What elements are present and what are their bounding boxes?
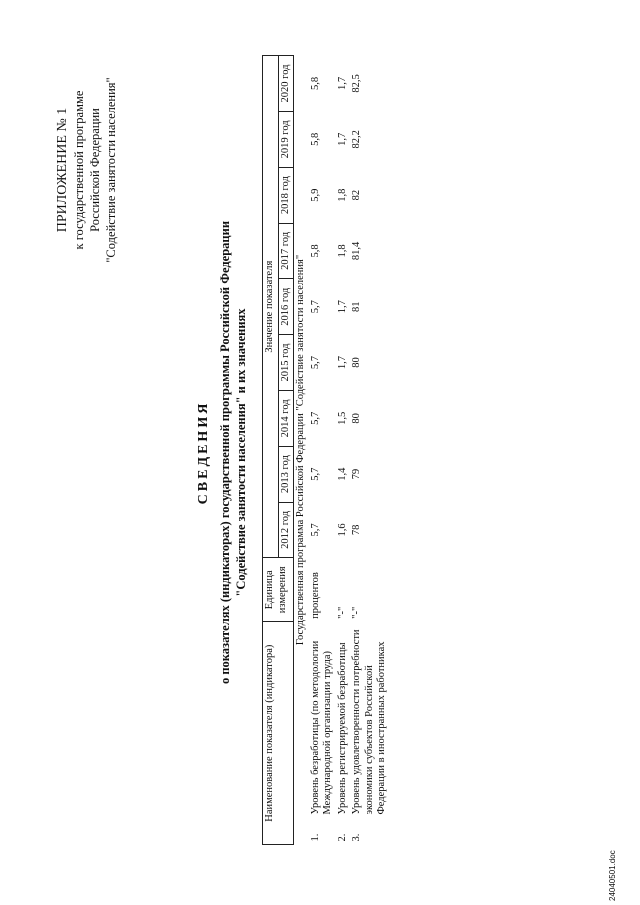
row-number: 1. [309,833,321,842]
indicator-value: 1,7 [336,76,348,91]
table-section-row [294,56,309,845]
appendix-line-1: к государственной программе [72,90,86,250]
header-values-group: Значение показателя [263,56,279,558]
indicator-value: 5,8 [309,132,321,146]
document-file-id: 24040501.doc [608,850,617,901]
indicator-value: 1,7 [336,300,348,314]
indicator-name: Уровень регистрируемой безработицы [336,642,348,815]
indicator-value: 1,7 [336,132,348,146]
indicator-value: 1,6 [336,523,348,537]
header-year: 2019 год [278,111,294,167]
appendix-header [55,55,119,285]
document-title: СВЕДЕНИЯ [196,400,211,505]
appendix-line-3: "Содействие занятости населения" [104,77,118,263]
indicator-value: 5,7 [309,300,321,314]
header-year: 2020 год [278,56,294,112]
indicator-unit: "-" [351,606,362,619]
table-row [336,56,351,845]
indicator-value: 5,7 [309,523,321,537]
table-row [350,56,390,845]
indicator-value: 5,8 [309,76,321,91]
indicators-table [262,55,390,845]
indicator-value: 80 [351,413,362,424]
table-row [309,56,336,845]
header-year: 2015 год [278,335,294,391]
appendix-number: ПРИЛОЖЕНИЕ № 1 [55,107,70,233]
indicator-value: 82,5 [351,74,362,93]
indicator-unit: "-" [336,606,348,619]
indicator-value: 81 [351,301,362,312]
indicator-name: Уровень удовлетворенности потребности экономики субъектов Российской Федерации в иностранных работниках [351,629,387,815]
indicator-value: 1,5 [336,411,348,425]
header-unit: Единица измерения [263,558,294,622]
indicator-value: 79 [351,468,362,480]
header-year: 2012 год [278,502,294,558]
document-subtitle-line-2: "Содействие занятости населения" и их значениях [234,308,248,597]
appendix-line-2: Российской Федерации [88,108,102,232]
indicator-value: 82,2 [351,130,362,149]
indicator-value: 1,7 [336,355,348,370]
header-year: 2014 год [278,390,294,446]
indicator-unit: процентов [309,572,321,619]
table-header-row-1 [263,56,279,845]
indicator-value: 80 [351,357,362,368]
header-year: 2013 год [278,446,294,502]
row-number: 2. [336,833,348,842]
indicator-value: 1,4 [336,467,348,481]
section-title: Государственная программа Российской Федерации "Содействие занятости населения" [295,254,306,646]
header-indicator-name: Наименование показателя (индикатора) [263,622,294,845]
indicator-value: 81,4 [351,241,362,261]
indicator-value: 5,7 [309,411,321,425]
indicator-value: 1,8 [336,188,348,202]
document-subtitle-line-1: о показателях (индикаторах) государственной программы Российской Федерации [218,220,232,685]
indicator-value: 5,8 [309,244,321,258]
indicator-value: 1,8 [336,244,348,258]
indicator-name: Уровень безработицы (по методологии Международной организации труда) [309,640,333,815]
indicator-value: 5,7 [309,467,321,481]
indicator-value: 82 [351,189,362,201]
header-year: 2018 год [278,167,294,223]
indicator-value: 78 [351,524,362,536]
header-year: 2016 год [278,279,294,335]
indicator-value: 5,7 [309,355,321,370]
header-year: 2017 год [278,223,294,279]
indicator-value: 5,9 [309,188,321,202]
row-number: 3. [351,833,362,842]
